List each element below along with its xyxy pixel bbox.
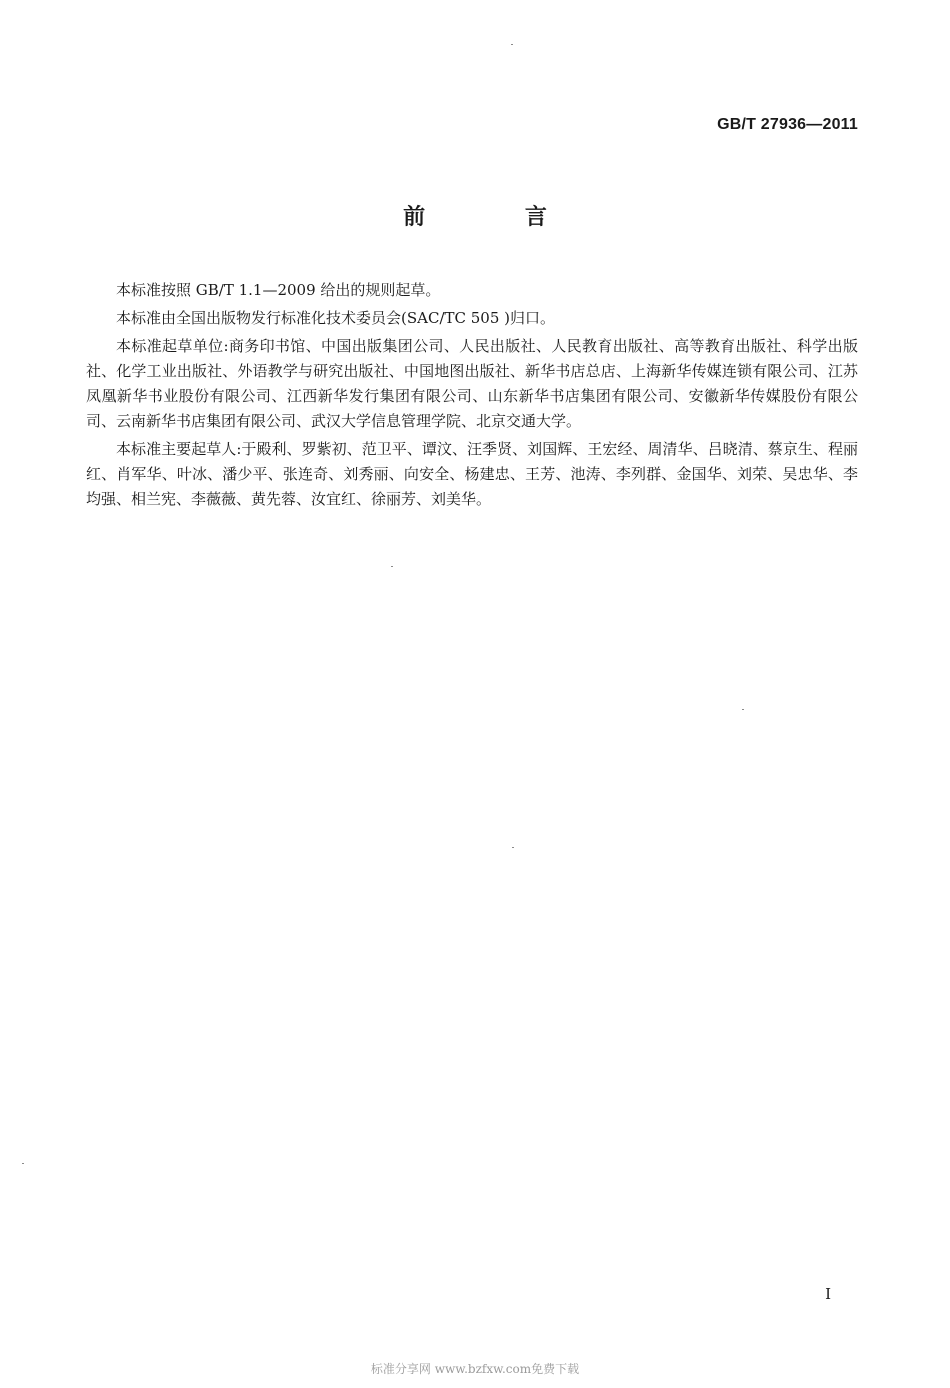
paragraph-drafting-units: 本标准起草单位:商务印书馆、中国出版集团公司、人民出版社、人民教育出版社、高等教育出版社、科学出版社、化学工业出版社、外语教学与研究出版社、中国地图出版社、新华书店总店、上海新华传媒连锁有限公司、江苏凤凰新华书业股份有限公司、江西新华发行集团有限公司、山东新华书店集团有限公司、安徽新华传媒股份有限公司、云南新华书店集团有限公司、武汉大学信息管理学院、北京交通大学。 [86,337,858,430]
paragraph-drafters: 本标准主要起草人:于殿利、罗紫初、范卫平、谭汶、汪季贤、刘国辉、王宏经、周清华、吕晓清、蔡京生、程丽红、肖军华、叶冰、潘少平、张连奇、刘秀丽、向安全、杨建忠、王芳、池涛、李列群、金国华、刘荣、吴忠华、李均强、相兰宪、李薇薇、黄先蓉、汝宜红、徐丽芳、刘美华。 [86,440,858,508]
scan-speck [742,709,744,710]
scan-speck [511,44,513,45]
preface-body [86,278,858,515]
paragraph-drafting-rules: 本标准按照 GB/T 1.1—2009 给出的规则起草。 [116,281,441,299]
scan-speck [22,1163,24,1164]
page-title: 前 言 [403,205,593,230]
paragraph-committee: 本标准由全国出版物发行标准化技术委员会(SAC/TC 505 )归口。 [116,309,555,327]
footer-watermark: 标准分享网 www.bzfxw.com免费下载 [370,1362,580,1376]
page-number: I [825,1285,831,1303]
scan-speck [512,847,514,848]
standard-code: GB/T 27936—2011 [717,116,858,133]
scan-speck [391,566,393,567]
